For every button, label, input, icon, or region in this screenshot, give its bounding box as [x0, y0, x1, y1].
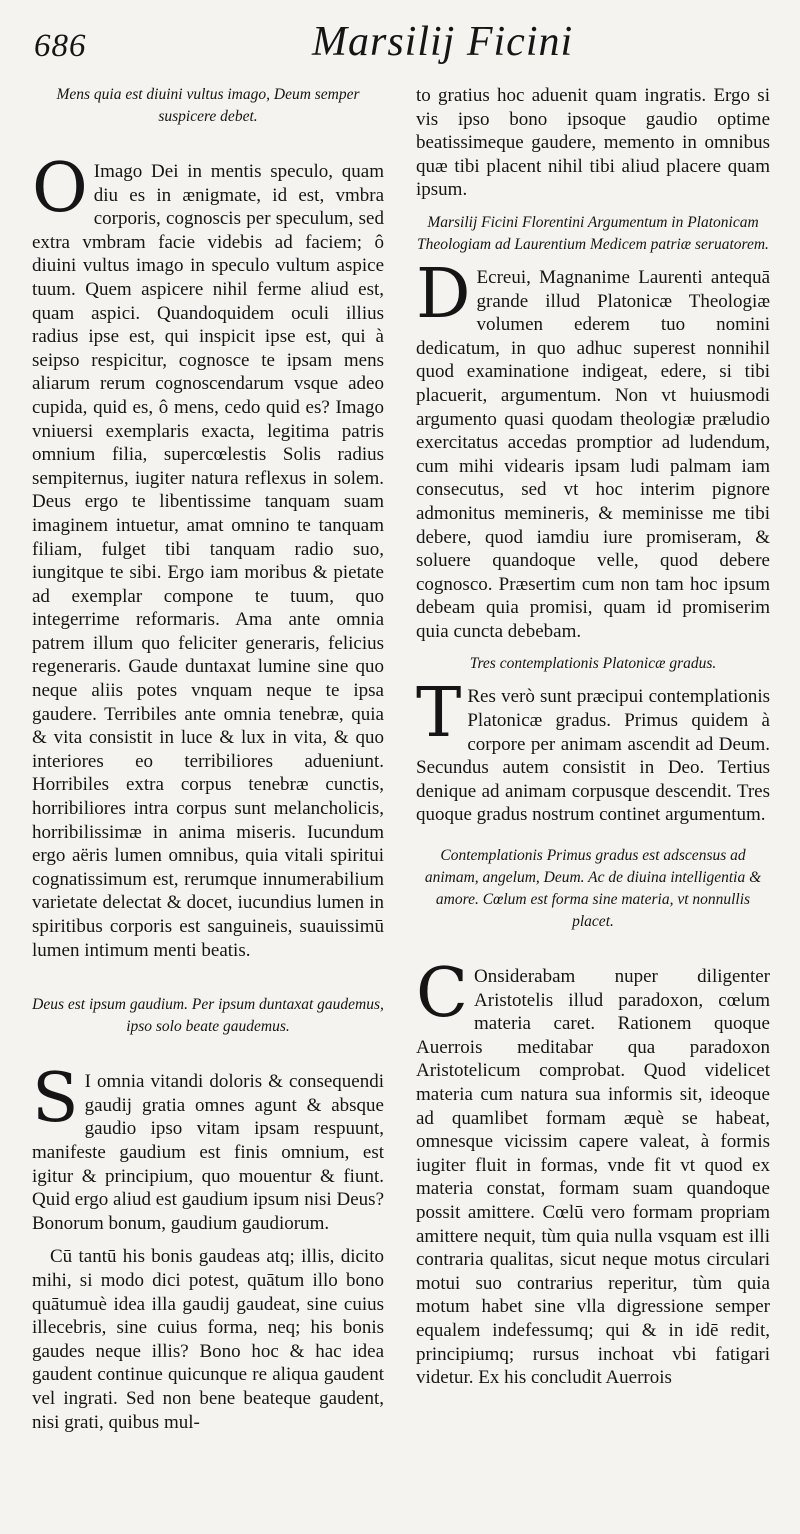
paragraph-text: Res verò sunt præcipui contemplationis Platonicæ gradus. Primus quidem à corpore per animam ascendit ad Deum. Secundus autem consistit in Deo. Tertius denique ad animam corpusque descendit. Tres quoque gradus nostrum continet argumentum.	[416, 686, 770, 826]
page-number: 686	[34, 28, 87, 64]
paragraph	[416, 954, 770, 1390]
section-title: Mens quia est diuini vultus imago, Deum semper suspicere debet.	[56, 86, 360, 125]
paragraph-text: Imago Dei in mentis speculo, quam diu es in ænigmate, id est, vmbra corporis, cognoscis per speculum, sed extra vmbram facie videbis ad faciem; ô diuini vultus imago in speculo vultum aspice tuum. Quem aspicere nihil ferme aliud est, quam aspici. Quandoquidem oculi illius radius ipse est, qui inspicit ipse est, qui à seipso respicitur, cognosce te ipsam mens aliarum rerum cognoscendarum vsque adeo cupida, quid es, ô mens, cedo quid es? Imago vniuersi exemplaris exacta, legitima patris omnium filia, supercœlestis Solis radius sempiternus, iugiter natura reflexus in solem. Deus ergo te libentissime tanquam suam imaginem intuetur, amat omnino te tanquam filiam, fulget tibi tanquam radio suo, iungitque te sibi. Ergo iam moribus & pietate ad exemplar compone te tuum, quo integerrime reformaris. Ama ante omnia patrem illum quo feliciter generaris, felicius regeneraris. Gaude duntaxat lumine sine quo neque aliis potes vnquam neque te ipsa gaudere. Terribiles ante omnia tenebræ, quia & vita consistit in luce & lux in vita, & quo interiores eo terribiliores adueniunt. Horribiles extra corpus tenebræ cunctis, horribiliores intra corpus sunt melancholicis, horribilissimæ in anima miseris. Iucundum ergo aëris lumen omnibus, quia vitali spiritui cognatissimum est, rerumque innumerabilium varietate delectat & docet, iucundius lumen in spiritibus corporis est sanguineis, suauissimū lumen intimum menti beatis.	[32, 161, 384, 961]
section-title: Contemplationis Primus gradus est adscensus ad animam, angelum, Deum. Ac de diuina intelligentia & amore. Cœlum est forma sine materia, vt nonnullis placet.	[424, 847, 762, 931]
paragraph-text: Cū tantū his bonis gaudeas atq; illis, dicito mihi, si modo dici potest, quātum illo bono quātumuè idea illa gaudij gaudeat, sine cuius illecebris, sine cuius forma, neq; his bonis gaudes neque illis? Bono hoc & hac idea gaudent continue quicunque re aliqua gaudent vel ingrati. Sed non bene beateque gaudent, nisi grati, quibus mul-	[32, 1246, 384, 1433]
drop-cap: T	[416, 674, 462, 754]
drop-cap: D	[416, 254, 471, 334]
section-title: Deus est ipsum gaudium. Per ipsum duntaxat gaudemus, ipso solo beate gaudemus.	[32, 996, 384, 1036]
right-column	[416, 84, 770, 1390]
drop-cap: C	[416, 954, 469, 1034]
paragraph	[32, 1059, 384, 1235]
section-title: Tres contemplationis Platonicæ gradus.	[469, 655, 717, 673]
paragraph-text: Ecreui, Magnanime Laurenti antequā grande illud Platonicæ Theologiæ volumen ederem tuo nomini dedicatum, in quo adhuc superest nonnihil quod examinatione indigeat, edere, si tibi placuerit, argumentum. Non vt huiusmodi argumento quasi quodam theologiæ præludio exercitatus accedas promptior ad ludendum, cum mihi videaris ipsam ludi palmam iam consecutus, sed vt hoc interim pignore admonitus memineris, & meminisse me tibi debere, quod iamdiu iure promiseram, & soluere quandoque velle, quod debere cognosco. Præsertim cum non tam hoc ipsum debeam quia promisi, quam id promiserim quia cuncta debebam.	[416, 266, 770, 642]
left-column	[32, 84, 384, 1434]
paragraph	[416, 254, 770, 644]
paragraph	[416, 674, 770, 827]
paragraph	[32, 149, 384, 962]
section-title: Marsilij Ficini Florentini Argumentum in Platonicam Theologiam ad Laurentium Medicem patriæ seruatorem.	[417, 213, 769, 253]
paragraph-text: Onsiderabam nuper diligenter Aristotelis illud paradoxon, cœlum materia caret. Rationem quoque Auerrois meditabar qua paradoxon Aristotelicum comprobat. Quod videlicet materia cum natura sua informis sit, ideoque ad quamlibet formam æquè se habeat, omnesque vicissim capere valeat, à formis iugiter fluit in formas, vnde fit vt quod ex materia constat, formam suam quandoque possit amittere. Cœlū vero formam propriam amittere nequit, tùm quia nulla vsquam est illi contraria qualitas, sicut neque motus circulari motui suo contrarius reperitur, tùm quia motum habet sine vlla digressione semper equalem indefessumq; qui & in idē redit, principiumq; rursus inchoat vbi fatigari videtur. Ex his concludit Auerrois	[416, 966, 770, 1389]
paragraph	[416, 84, 770, 202]
paragraph	[32, 1245, 384, 1434]
drop-cap: O	[32, 149, 88, 228]
running-head: Marsilij Ficini	[312, 19, 574, 65]
paragraph-text: to gratius hoc aduenit quam ingratis. Ergo si vis ipso bono ipsoque gaudio optime beatissimeque gaudere, memento in omnibus quæ tibi placent nihil tibi aliud placere quam ipsum.	[416, 85, 770, 201]
drop-cap: S	[32, 1059, 79, 1139]
paragraph-text: I omnia vitandi doloris & consequendi gaudij gratia omnes agunt & absque gaudio ipso vitam ipsam respuunt, manifeste gaudium est finis omnium, est igitur & principium, quo mouentur & fiunt. Quid ergo aliud est gaudium ipsum nisi Deus? Bonorum bonum, gaudium gaudiorum.	[32, 1071, 384, 1234]
